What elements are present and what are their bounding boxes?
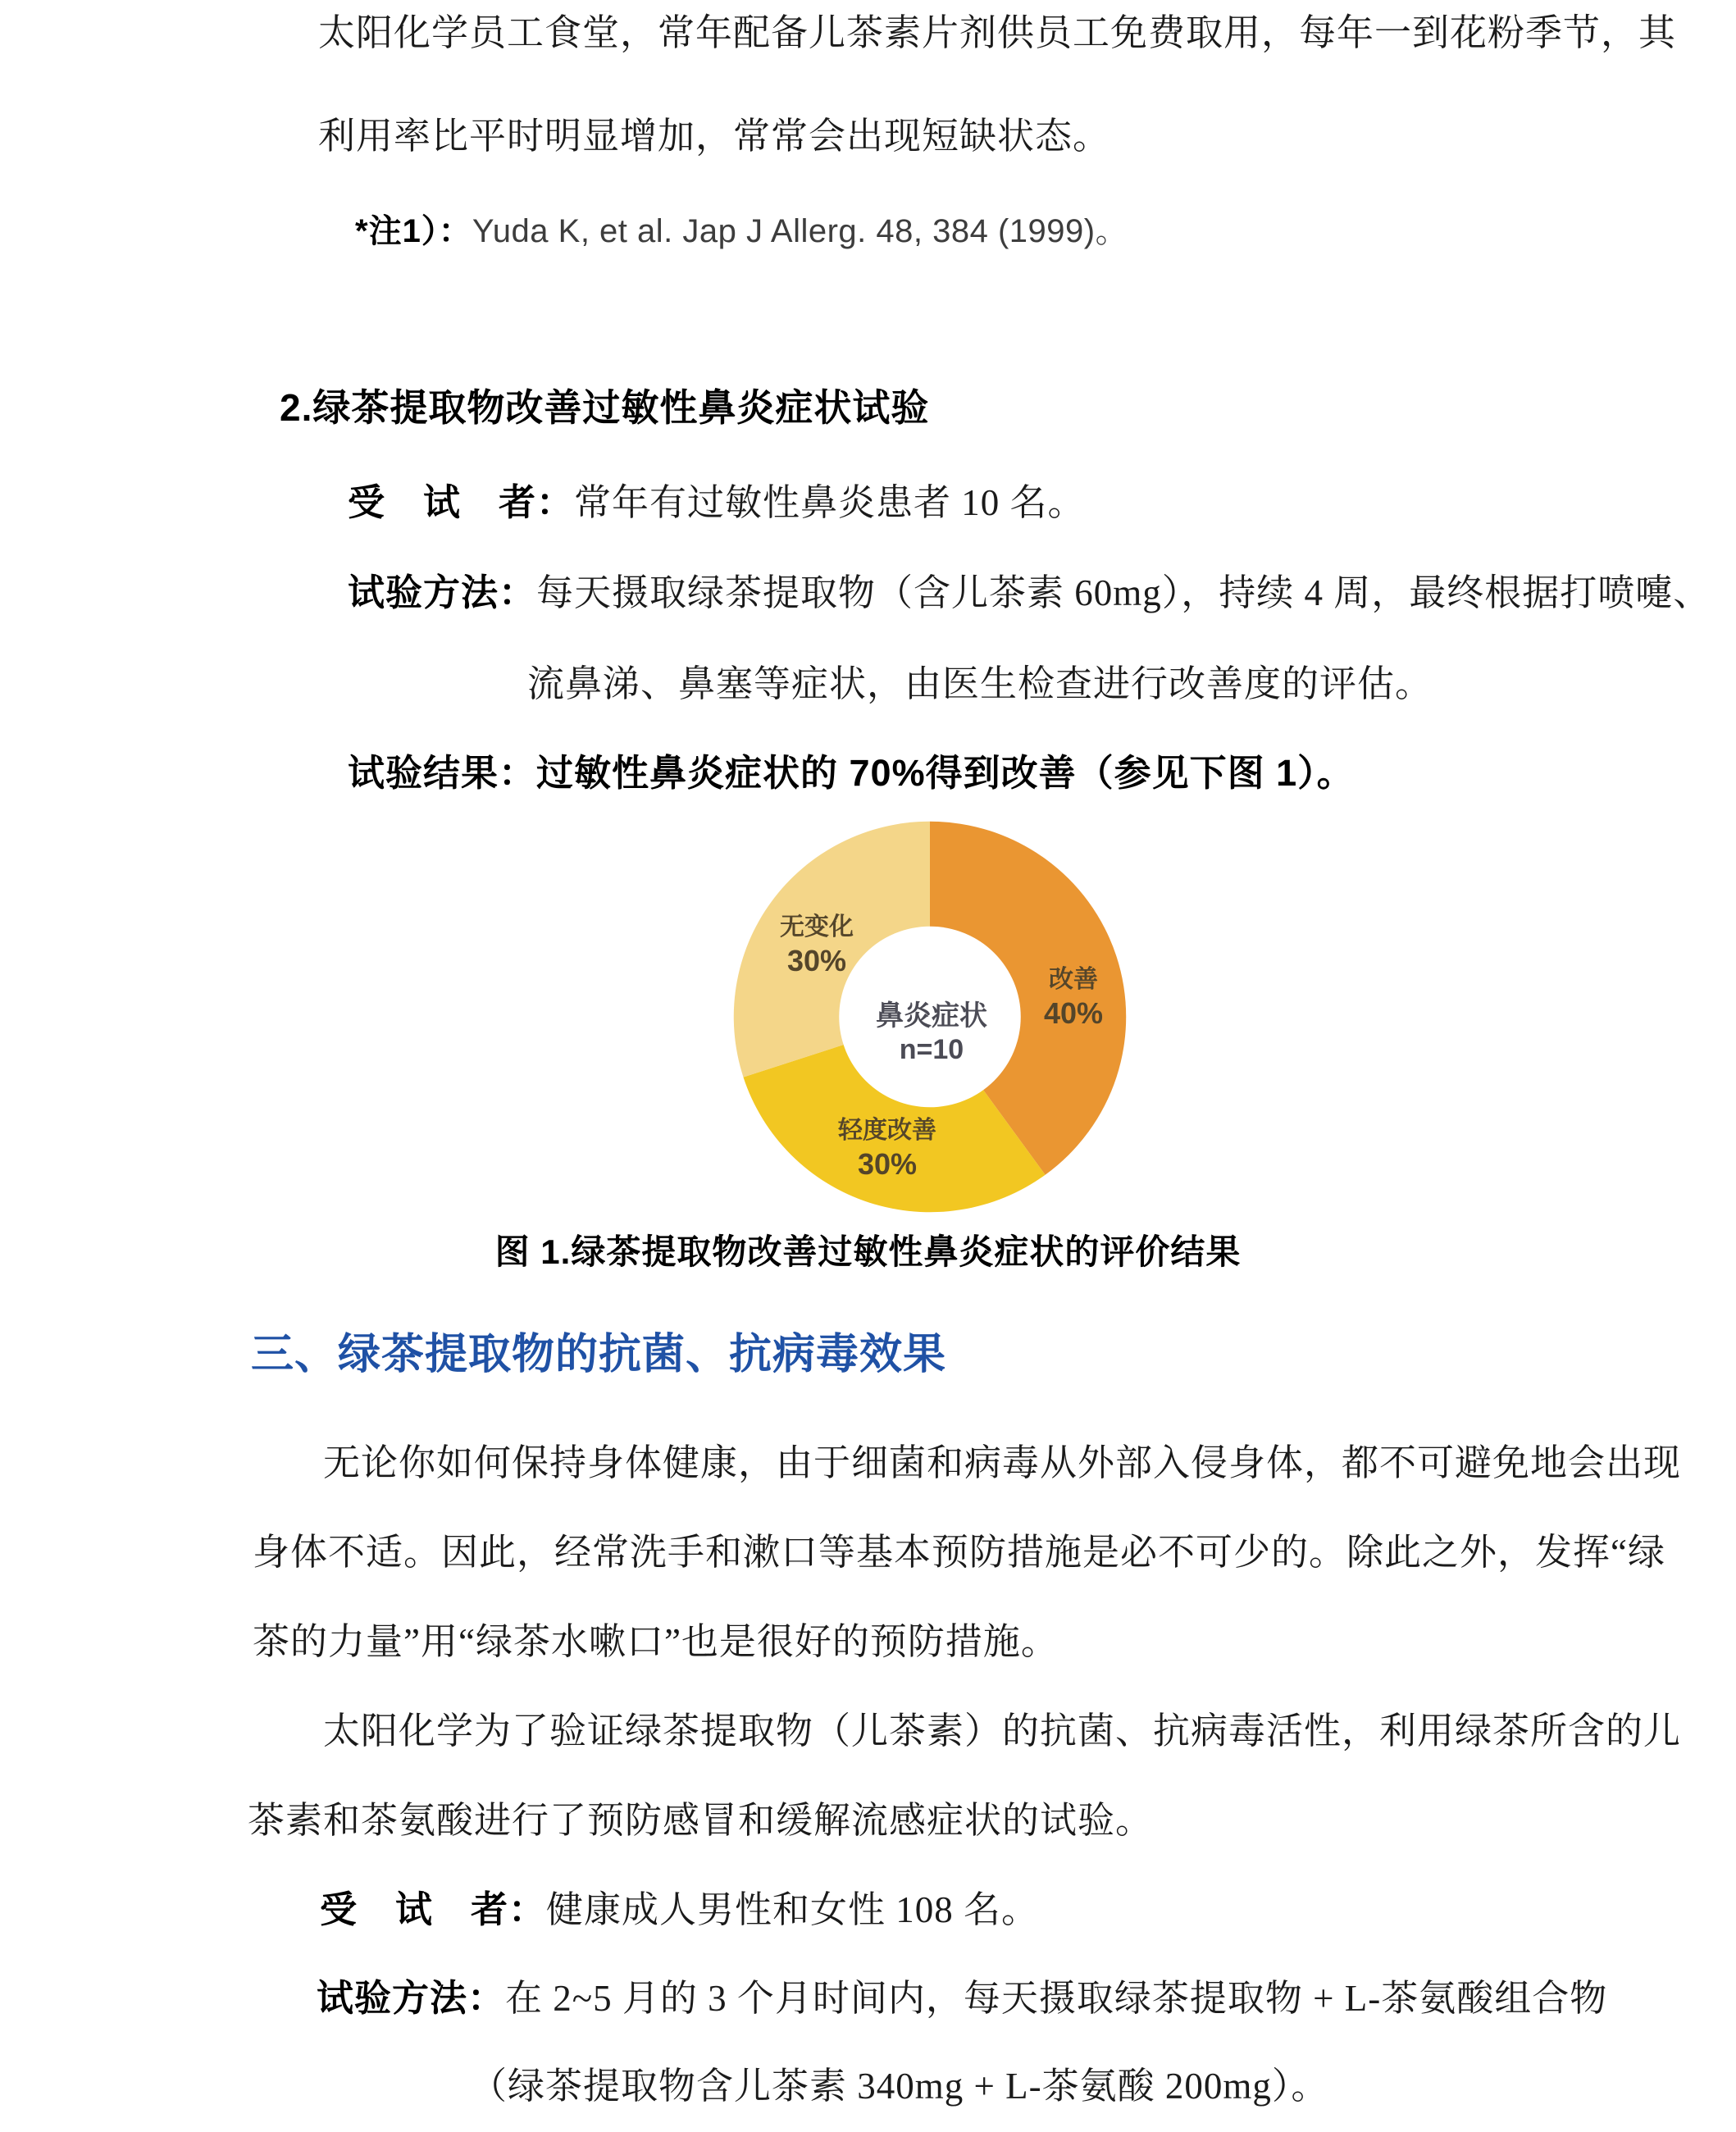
paragraph-line: 太阳化学员工食堂，常年配备儿茶素片剂供员工免费取用，每年一到花粉季节，其 [318,12,1677,53]
slice-label-percent: 30% [857,1147,918,1181]
method-row [317,1976,1607,2020]
slice-label-percent: 40% [1043,996,1104,1030]
subject-row [320,1888,1039,1932]
footnote [355,208,1128,252]
slice-label-percent: 30% [786,944,847,977]
method-label: 试验方法： [348,572,537,613]
donut-center-title: 鼻炎症状 [876,1000,987,1032]
subject-label: 受 试 者： [348,481,575,523]
slice-label-text: 轻度改善 [838,1117,936,1144]
paragraph-line: 茶素和茶氨酸进行了预防感冒和缓解流感症状的试验。 [248,1800,1154,1841]
paragraph-line: 太阳化学为了验证绿茶提取物（儿茶素）的抗菌、抗病毒活性，利用绿茶所含的儿 [323,1711,1682,1752]
paragraph-line: 利用率比平时明显增加，常常会出现短缺状态。 [318,116,1111,157]
donut-center-n: n=10 [899,1034,964,1065]
subject-row [348,481,1086,525]
result-text: 过敏性鼻炎症状的 70%得到改善（参见下图 1）。 [536,752,1355,794]
method-text: 在 2~5 月的 3 个月时间内，每天摄取绿茶提取物 + L-茶氨酸组合物 [505,1978,1608,2019]
paragraph-line: 茶的力量”用“绿茶水嗽口”也是很好的预防措施。 [253,1621,1059,1662]
method-row [348,571,1711,615]
figure1-caption: 图 1.绿茶提取物改善过敏性鼻炎症状的评价结果 [494,1232,1242,1271]
subject-label: 受 试 者： [320,1888,547,1930]
paragraph-line: 无论你如何保持身体健康，由于细菌和病毒从外部入侵身体，都不可避免地会出现 [323,1442,1682,1483]
footnote-label: *注1）： [355,213,472,249]
section2-heading: 2.绿茶提取物改善过敏性鼻炎症状试验 [280,386,930,429]
slice-label-text: 无变化 [780,913,854,941]
slice-label-text: 改善 [1049,966,1098,993]
donut-center-label [833,999,1030,1066]
result-row [348,751,1355,795]
footnote-citation: Yuda K, et al. Jap J Allerg. 48, 384 (1999)。 [472,213,1129,249]
method-text-continued: 流鼻涕、鼻塞等症状，由医生检查进行改善度的评估。 [527,663,1433,704]
subject-text: 健康成人男性和女性 108 名。 [546,1889,1040,1930]
subject-text: 常年有过敏性鼻炎患者 10 名。 [574,482,1086,523]
method-label: 试验方法： [317,1977,506,2019]
result-label: 试验结果： [348,752,537,794]
paragraph-line: 身体不适。因此，经常洗手和漱口等基本预防措施是必不可少的。除此之外，发挥“绿 [253,1532,1665,1573]
section3-heading: 三、绿茶提取物的抗菌、抗病毒效果 [251,1331,947,1378]
method-text: 每天摄取绿茶提取物（含儿茶素 60mg），持续 4 周，最终根据打喷嚏、 [536,572,1711,613]
slice-label-slightly-improved [785,1115,990,1182]
method-text-continued: （绿茶提取物含儿茶素 340mg + L-茶氨酸 200mg）。 [470,2066,1329,2107]
slice-label-no-change [735,912,899,979]
